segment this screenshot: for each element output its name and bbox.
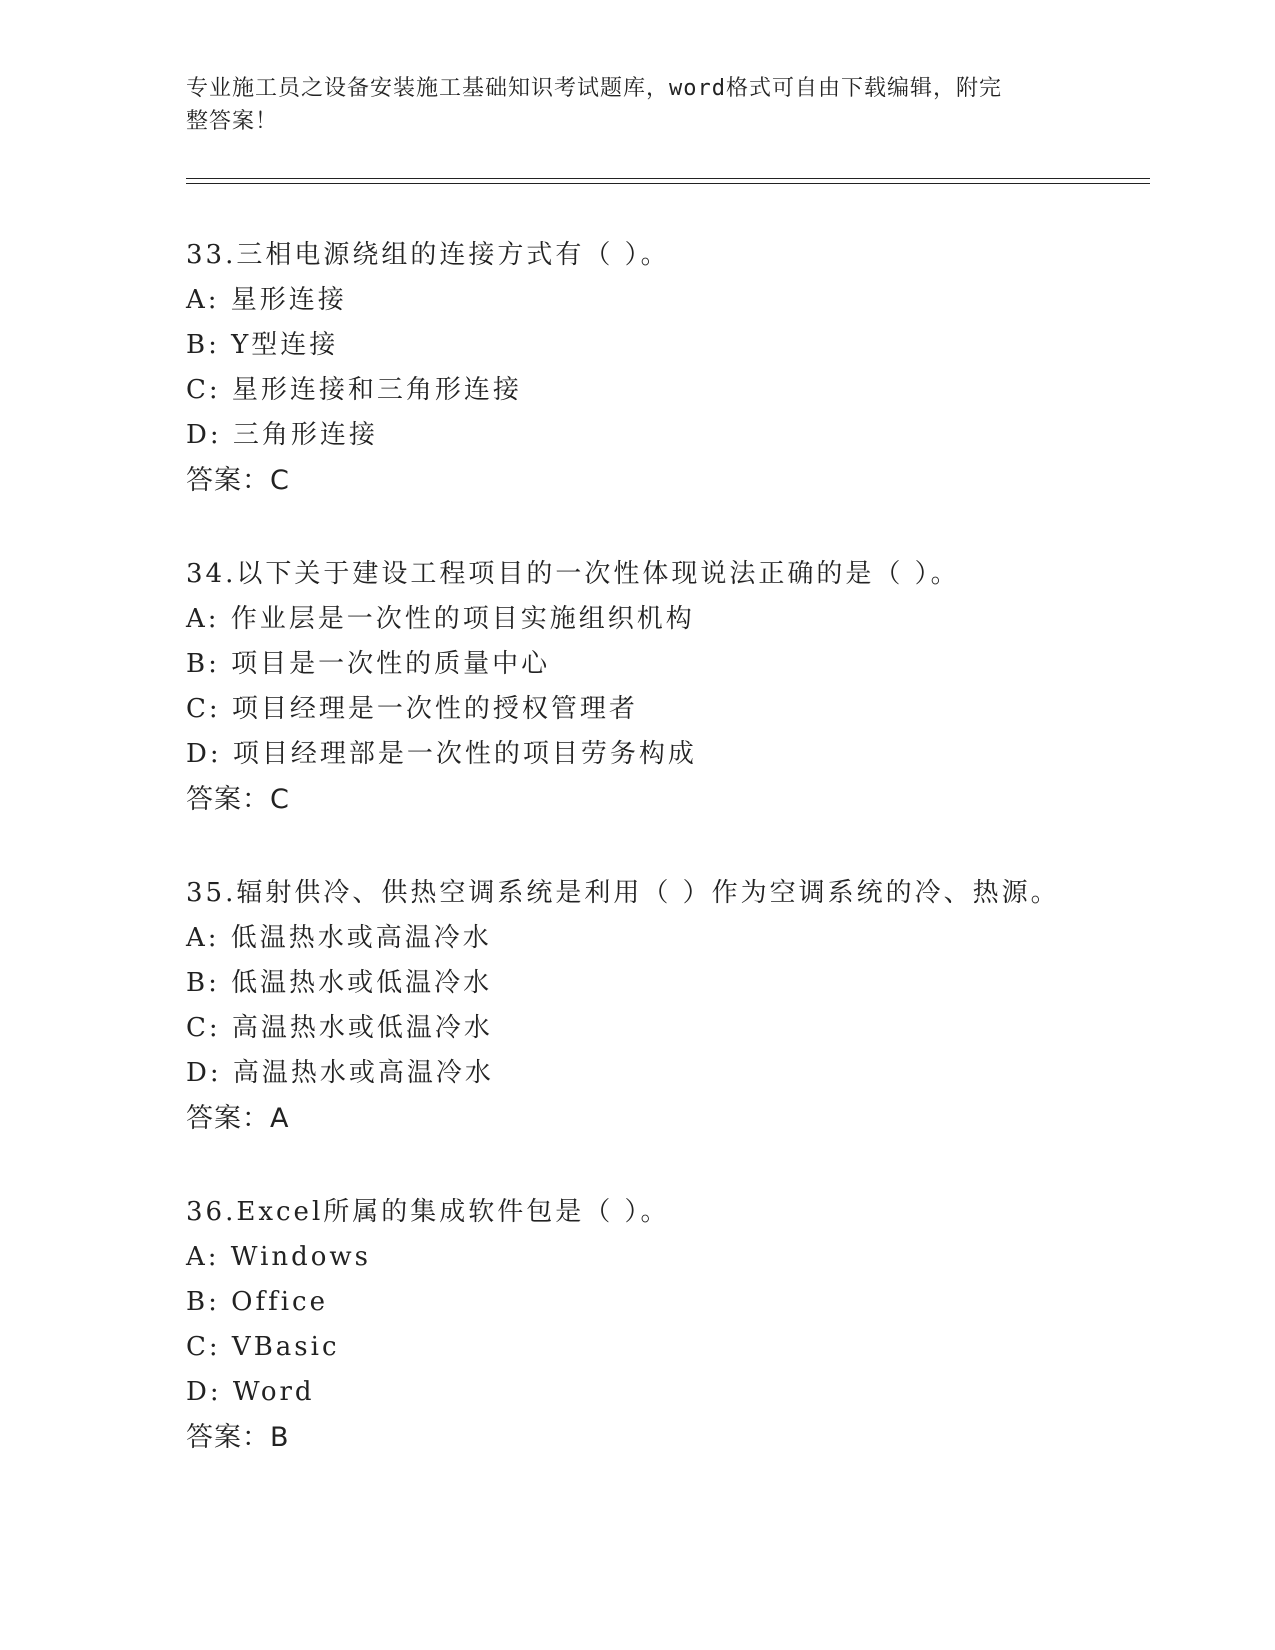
question-list	[186, 233, 1146, 1509]
answer-label: 答案：	[186, 1103, 270, 1134]
answer-value: B	[270, 1422, 290, 1453]
question-stem: 33.三相电源绕组的连接方式有（ ）。	[186, 240, 670, 270]
option-d: D: Word	[186, 1377, 315, 1407]
answer-line	[186, 777, 1146, 822]
option-b: B: 低温热水或低温冷水	[186, 968, 493, 998]
answer-line	[186, 458, 1146, 503]
option-b: B: 项目是一次性的质量中心	[186, 649, 551, 679]
option-a: A: 作业层是一次性的项目实施组织机构	[186, 604, 695, 634]
option-c: C: VBasic	[186, 1332, 340, 1362]
header-divider-bottom	[186, 183, 1150, 184]
option-c: C: 项目经理是一次性的授权管理者	[186, 694, 638, 724]
question-35	[186, 871, 1146, 1190]
answer-label: 答案：	[186, 784, 270, 815]
option-b: B: Office	[186, 1287, 328, 1317]
header-line-2: 整答案！	[186, 109, 279, 134]
answer-label: 答案：	[186, 1422, 270, 1453]
answer-value: A	[270, 1103, 290, 1134]
option-c: C: 高温热水或低温冷水	[186, 1013, 493, 1043]
header-divider-top	[186, 178, 1150, 179]
option-a: A: 星形连接	[186, 285, 347, 315]
document-header	[186, 72, 1066, 138]
header-line-1: 专业施工员之设备安装施工基础知识考试题库，word格式可自由下载编辑，附完	[186, 76, 1002, 101]
answer-value: C	[270, 784, 290, 815]
option-d: D: 项目经理部是一次性的项目劳务构成	[186, 739, 697, 769]
option-c: C: 星形连接和三角形连接	[186, 375, 522, 405]
question-stem: 35.辐射供冷、供热空调系统是利用（ ）作为空调系统的冷、热源。	[186, 878, 1060, 908]
question-34	[186, 552, 1146, 871]
option-b: B: Y型连接	[186, 330, 339, 360]
answer-value: C	[270, 465, 290, 496]
question-36	[186, 1190, 1146, 1509]
option-d: D: 三角形连接	[186, 420, 378, 450]
option-d: D: 高温热水或高温冷水	[186, 1058, 494, 1088]
question-33	[186, 233, 1146, 552]
answer-label: 答案：	[186, 465, 270, 496]
answer-line	[186, 1096, 1146, 1141]
option-a: A: 低温热水或高温冷水	[186, 923, 492, 953]
answer-line	[186, 1415, 1146, 1460]
option-a: A: Windows	[186, 1242, 372, 1272]
question-stem: 36.Excel所属的集成软件包是（ ）。	[186, 1197, 670, 1227]
question-stem: 34.以下关于建设工程项目的一次性体现说法正确的是（ ）。	[186, 559, 960, 589]
